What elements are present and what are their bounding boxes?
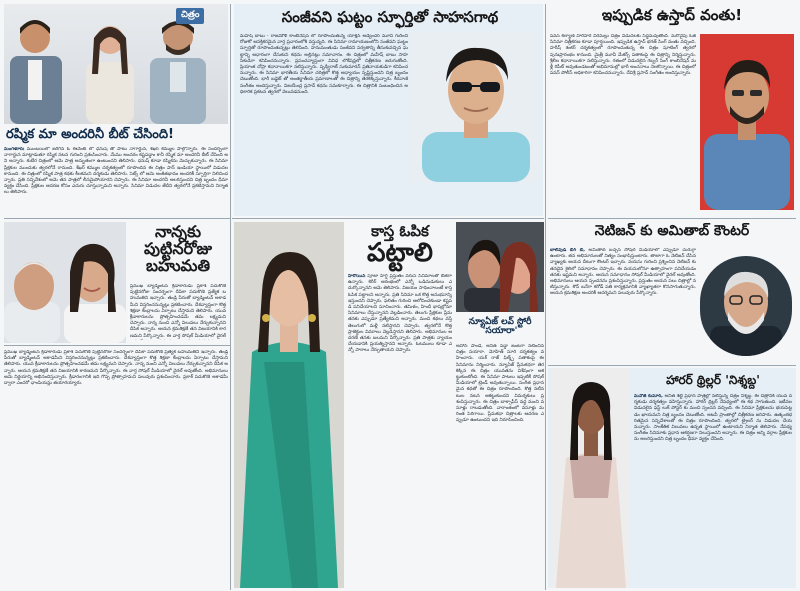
sayara-illustration (456, 222, 544, 312)
nishabda-body (634, 394, 792, 584)
amitabh-photo (700, 256, 792, 356)
ustaad-headline: ఇప్పుడిక ఉస్తాద్ వంతు! (601, 6, 743, 24)
netizen-lead: బాలీవుడ్ బిగ్ బి, (550, 248, 586, 253)
sayara-headline: న్యూఏజ్ లవ్ స్టోరీ 'సయారా' (468, 317, 532, 337)
rashmika-lead: మంగళూరు (4, 147, 25, 152)
sayara-body: అహాన్ పాండే, అనీత్ పడ్డా జంటగా నటించిన చిత్రం సయారా. మోహిత్ సూరి దర్శకత్వం వహించారు. యశ్ రాజ్ ఫిల్మ్స్ పతాకంపై ఈ సినిమాను నిర్మించారు. న్యూఏజ్ ప్రేమకథగా తెరకెక్కిన ఈ చిత్రం యువతను విశేషంగా ఆకట్టుకుంటోంది. ఈ సినిమా పాటలు ఇప్పటికే సోషల్ మీడియాలో ట్రెండ్ అవుతున్నాయి. సంగీత ప్రధానమైన కథతో ఈ చిత్రం రూపొందింది. కొత్త నటీనటుల నటన ఆకట్టుకుందని విమర్శకులు ప్రశంసిస్తున్నారు. ఈ చిత్రం బాక్సాఫీస్ వద్ద మంచి వసూళ్లు రాబడుతోంది. వారాంతంలో వసూళ్లు మరింత పెరిగాయి. ప్రేమకథా చిత్రాలకు ఆదరణ ఎప్పుడూ ఉంటుందని ఇది నిరూపించింది. (456, 344, 544, 424)
netizen-text: అమితాబ్ బచ్చన్ సోషల్ మీడియాలో ఎప్పుడూ చురుగ్గా ఉంటారు. తన అభిమానులతో నిత్యం సంభాషిస్తుంటారు. తాజాగా ఓ నెటిజన్ చేసిన వ్యాఖ్యకు ఆయన దీటుగా కౌంటర్ ఇచ్చారు. వయసు గురించి ప్రశ్నించిన నెటిజన్ కు తనదైన శైలిలో సమాధానం చెప్పారు. ఈ వయసులోనూ ఉత్సాహంగా పనిచేయడం తనకు ఇష్టమని అన్నారు. ఆయన సమాధానం సోషల్ మీడియాలో వైరల్ అవుతోంది. అభిమానులు ఆయన స్పందనను ప్రశంసిస్తున్నారు. ప్రస్తుతం ఆయన పలు చిత్రాల్లో నటిస్తున్నారు. కౌన్ బనేగా కరోడ్ పతి కార్యక్రమానికి వ్యాఖ్యాతగా కొనసాగుతున్నారు. ఆయన క్రమశిక్షణ అందరికీ ఆదర్శమని పలువురు పేర్కొన్నారు. (550, 248, 696, 297)
actress-illustration (552, 368, 630, 588)
section-badge: చిత్రం (176, 8, 204, 24)
nanna-headline-line3: బహుమతి (146, 255, 210, 275)
article-nishabda (548, 368, 796, 588)
nanna-extended-body (4, 350, 228, 588)
article-rashmika (4, 4, 228, 216)
nishabda-photo (552, 368, 630, 588)
pooja-headline-line2: పట్టాలి (367, 237, 433, 268)
pooja-headline (348, 224, 452, 267)
nanna-headline (130, 224, 226, 274)
row-divider (4, 218, 230, 219)
article-sanjeevani (234, 4, 543, 216)
pooja-text: పూజా హెగ్డే ప్రస్తుతం వరుస సినిమాలతో బిజీగా ఉన్నారు. కెరీర్ ఆరంభంలో ఎన్నో ఒడిదుడుకులు ఎదుర్కొన్నానని ఆమె తెలిపారు. విజయం సాధించాలంటే కాస్త ఓపిక పట్టాలని అన్నారు. ప్రతి సినిమా ఒక కొత్త అనుభవాన్ని ఇస్తుందని చెప్పారు. ఫలితం గురించి ఆలోచించకుండా కష్టపడి పనిచేయాలని సూచించారు. తమిళం, హిందీ భాషల్లోనూ సినిమాలు చేస్తున్నానని వెల్లడించారు. తెలుగు ప్రేక్షకుల ప్రేమ తనకు ఎప్పుడూ ప్రత్యేకమని అన్నారు. మంచి కథలు వస్తే తెలుగులో మళ్లీ నటిస్తానని చెప్పారు. త్వరలోనే కొత్త ప్రాజెక్టుల వివరాలు వెల్లడిస్తానని తెలిపారు. అభిమానుల ఆదరణే తనకు బలమని పేర్కొన్నారు. ప్రతి పాత్రకు న్యాయం చేయడానికి ప్రయత్నిస్తానని అన్నారు. ఓటములు కూడా ఎన్నో పాఠాలు నేర్పుతాయని చెప్పారు. (348, 274, 452, 354)
article-pooja (234, 222, 454, 588)
column-divider (545, 4, 546, 590)
nanna-extended-text: ప్రముఖ బ్యాడ్మింటన్ క్రీడాకారుడు ప్రకాశ్ పదుకొణె పుట్టినరోజు సందర్భంగా దీపికా పదుకొణె ప్రత్యేక బహుమతిని ఇచ్చారు. తండ్రి పేరుతో బ్యాడ్మింటన్ అకాడమీని విస్తరించనున్నట్లు ప్రకటించారు. దేశవ్యాప్తంగా కొత్త శిక్షణా కేంద్రాలను ఏర్పాటు చేస్తామని తెలిపారు. యువ క్రీడాకారులను ప్రోత్సహించడమే తమ లక్ష్యమని చెప్పారు. నాన్న నుంచి ఎన్నో విలువలు నేర్చుకున్నానని దీపిక అన్నారు. ఆయన క్రమశిక్షణే తన విజయానికి కారణమని పేర్కొన్నారు. ఈ వార్త సోషల్ మీడియాలో వైరల్ అవుతోంది. అభిమానులు ఆమె నిర్ణయాన్ని అభినందిస్తున్నారు. క్రీడారంగానికి ఇది గొప్ప ప్రోత్సాహమని పలువురు ప్రశంసించారు. ప్రకాశ్ పదుకొణె అకాడమీ ద్వారా ఎందరో ఛాంపియన్లు తయారయ్యారు. (4, 350, 228, 387)
nishabda-text: అనిత శెట్టి ప్రధాన పాత్రల్లో నటిస్తున్న చిత్రం నిశ్శబ్ద. ఈ చిత్రానికి యువ దర్శకుడు దర్శకత్వం వహిస్తున్నారు. హారర్ థ్రిల్లర్ నేపథ్యంలో ఈ కథ సాగుతుంది. ఇటీవల విడుదలైన ఫస్ట్ లుక్ పోస్టర్ కు మంచి స్పందన వచ్చింది. ఈ సినిమా ప్రేక్షకులను భయపెట్టడం ఖాయమని చిత్ర బృందం చెబుతోంది. అటవీ ప్రాంతాల్లో చిత్రీకరణ జరిపారు. ఉత్కంఠభరితమైన సన్నివేశాలతో ఈ చిత్రం రూపొందింది. త్వరలో ట్రైలర్ ను విడుదల చేయనున్నారు. సాంకేతిక విలువలు ఉన్నత స్థాయిలో ఉంటాయని నిర్మాత తెలిపారు. నేపథ్య సంగీతం సినిమాకు ప్రధాన ఆకర్షణగా నిలుస్తుందని అన్నారు. ఈ చిత్రం అన్ని వర్గాల ప్రేక్షకులను అలరిస్తుందని చిత్ర బృందం ధీమా వ్యక్తం చేసింది. (634, 394, 792, 443)
sayara-photo (456, 222, 544, 312)
nanna-body: ప్రముఖ బ్యాడ్మింటన్ క్రీడాకారుడు ప్రకాశ్ పదుకొణె పుట్టినరోజు సందర్భంగా దీపికా పదుకొణె ప్రత్యేక బహుమతిని ఇచ్చారు. తండ్రి పేరుతో బ్యాడ్మింటన్ అకాడమీని విస్తరించనున్నట్లు ప్రకటించారు. దేశవ్యాప్తంగా కొత్త శిక్షణా కేంద్రాలను ఏర్పాటు చేస్తామని తెలిపారు. యువ క్రీడాకారులను ప్రోత్సహించడమే తమ లక్ష్యమని చెప్పారు. నాన్న నుంచి ఎన్నో విలువలు నేర్చుకున్నానని దీపిక అన్నారు. ఆయన క్రమశిక్షణే తన విజయానికి కారణమని పేర్కొన్నారు. ఈ వార్త సోషల్ మీడియాలో వైరల్ (130, 284, 226, 339)
nishabda-headline: హారర్ థ్రిల్లర్ 'నిశ్శబ్ద' (666, 373, 760, 387)
amitabh-illustration (700, 256, 792, 356)
ustaad-body: పవన్ కల్యాణ్ హరిహర వీరమల్లు చిత్రం విడుదలకు సిద్ధమవుతోంది. మరోవైపు ఓజీ సినిమా చిత్రీకరణ కూడా పూర్తయింది. ఇప్పుడిక ఉస్తాద్ భగత్ సింగ్ వంతు వచ్చింది. హరీష్ శంకర్ దర్శకత్వంలో రూపొందుతున్న ఈ చిత్రం షూటింగ్ త్వరలో పునఃప్రారంభం కానుంది. మైత్రీ మూవీ మేకర్స్ పతాకంపై ఈ చిత్రాన్ని నిర్మిస్తున్నారు. శ్రీలీల కథానాయికగా నటిస్తున్నారు. గతంలో విడుదలైన గబ్బర్ సింగ్ కాంబినేషన్ మళ్లీ రిపీట్ అవుతుండటంతో అభిమానుల్లో భారీ అంచనాలు నెలకొన్నాయి. ఈ చిత్రంలో పవన్ పోలీస్ అధికారిగా కనిపించనున్నారు. దేవిశ్రీ ప్రసాద్ సంగీతం అందిస్తున్నారు. (550, 34, 696, 77)
sanjeevani-body: మహేష్ బాబు - రాజమౌళి కాంబినేషన్ లో రూపొందుతున్న యాక్షన్ అడ్వెంచర్ మూవీ గురించి రోజుకో ఆసక్తికరమైన వార్త ప్రచారంలోకి వస్తున్నది. ఈ సినిమా రామాయణంలోని సంజీవని ఘట్టం స్ఫూర్తితో రూపొందుతున్నట్లు తెలిసింది. హనుమంతుడు సంజీవని పర్వతాన్ని తీసుకువచ్చిన ఘట్టాన్ని ఆధారంగా చేసుకుని కథను అల్లినట్లు సమాచారం. ఈ చిత్రంలో మహేష్ బాబు సాహసికుడిగా కనిపించనున్నారు. ప్రపంచవ్యాప్తంగా వివిధ లొకేషన్లలో చిత్రీకరణ జరుగుతోంది. ప్రియాంక చోప్రా కథానాయికగా నటిస్తున్నారు. పృథ్వీరాజ్ సుకుమారన్ ప్రతినాయకుడిగా కనిపించనున్నారు. ఈ సినిమా భారతీయ సినిమా చరిత్రలో కొత్త అధ్యాయం సృష్టిస్తుందని చిత్ర బృందం చెబుతోంది. భారీ బడ్జెట్ తో అంతర్జాతీయ ప్రమాణాలతో ఈ చిత్రాన్ని తెరకెక్కిస్తున్నారు. కీరవాణి సంగీతం అందిస్తున్నారు. విజయేంద్ర ప్రసాద్ కథను సమకూర్చారు. ఈ చిత్రానికి సంబంధించిన అధికారిక ప్రకటన త్వరలో వెలువడనుంది. (240, 34, 408, 95)
pawan-illustration (700, 34, 794, 210)
nanna-headline-line1: నాన్నకు (154, 222, 201, 241)
deepika-father-photo (4, 222, 126, 343)
sanjeevani-headline: సంజీవని ఘట్టం స్ఫూర్తితో సాహసగాథ (281, 8, 499, 26)
mahesh-illustration (412, 32, 540, 182)
column-divider (230, 4, 231, 590)
row-divider (548, 365, 796, 366)
article-ustaad (548, 4, 796, 216)
article-netizen (548, 222, 796, 363)
nishabda-lead: మనోజ్ కుమార్, (634, 394, 663, 399)
pooja-body (348, 274, 452, 584)
article-nanna (4, 222, 228, 343)
rashmika-text: ముంబయిలో జరిగిన ఓ ఈవెంట్ లో ధనుష్ తో పాటు నాగార్జున, శేఖర్ కమ్ముల పాల్గొన్నారు. ఈ సందర్భంగా నాగార్జున మాట్లాడుతూ రష్మిక నటన గురించి ప్రశంసించారు. మేము అందరం కష్టపడ్డాం కానీ రష్మిక మా అందరినీ బీట్ చేసింది అని అన్నారు. కుబేర చిత్రంలో ఆమె పాత్ర అద్భుతంగా ఉంటుందని తెలిపారు. ధనుష్ కూడా రష్మికను మెచ్చుకున్నారు. ఈ సినిమా ప్రేక్షకుల ముందుకు త్వరలోనే రానుంది. శేఖర్ కమ్ముల దర్శకత్వంలో రూపొందిన ఈ చిత్రం పాన్ ఇండియా స్థాయిలో విడుదల కానుంది. ఈ చిత్రంలో రష్మిక పాత్ర కథకు కీలకమని దర్శకుడు తెలిపారు. సెట్స్ లో ఆమె అంకితభావం అందరికీ స్ఫూర్తిగా నిలిచిందన్నారు. ప్రతి సన్నివేశంలో ఆమె తన పాత్రలో లీనమైపోయారని చెప్పారు. ఈ సినిమా అందరినీ అలరిస్తుందని చిత్ర బృందం ధీమా వ్యక్తం చేసింది. ప్రేక్షకుల ఆదరణ కోసం ఎదురు చూస్తున్నామని అన్నారు. సినిమా విడుదల తేదీని త్వరలోనే ప్రకటిస్తామని నిర్మాతలు తెలిపారు. (4, 147, 228, 196)
rashmika-headline: రష్మిక మా అందరినీ బీట్ చేసింది! (6, 127, 174, 142)
mahesh-photo (412, 32, 540, 182)
netizen-headline: నెటిజన్ కు అమితాబ్ కౌంటర్ (594, 223, 750, 239)
pooja-photo (234, 222, 344, 588)
rashmika-body (4, 147, 228, 216)
row-divider (232, 218, 544, 219)
row-divider (4, 345, 230, 346)
deepika-illustration (4, 222, 126, 343)
pooja-headline-line1: కాస్త ఓపిక (371, 222, 429, 240)
pooja-lead: హీరోయిన్ (348, 274, 366, 279)
row-divider (548, 218, 796, 219)
article-sayara (456, 222, 544, 588)
pawan-photo (700, 34, 794, 210)
pooja-illustration (234, 222, 344, 588)
netizen-body (550, 248, 696, 360)
nanna-headline-line2: పుట్టినరోజు (144, 238, 212, 258)
